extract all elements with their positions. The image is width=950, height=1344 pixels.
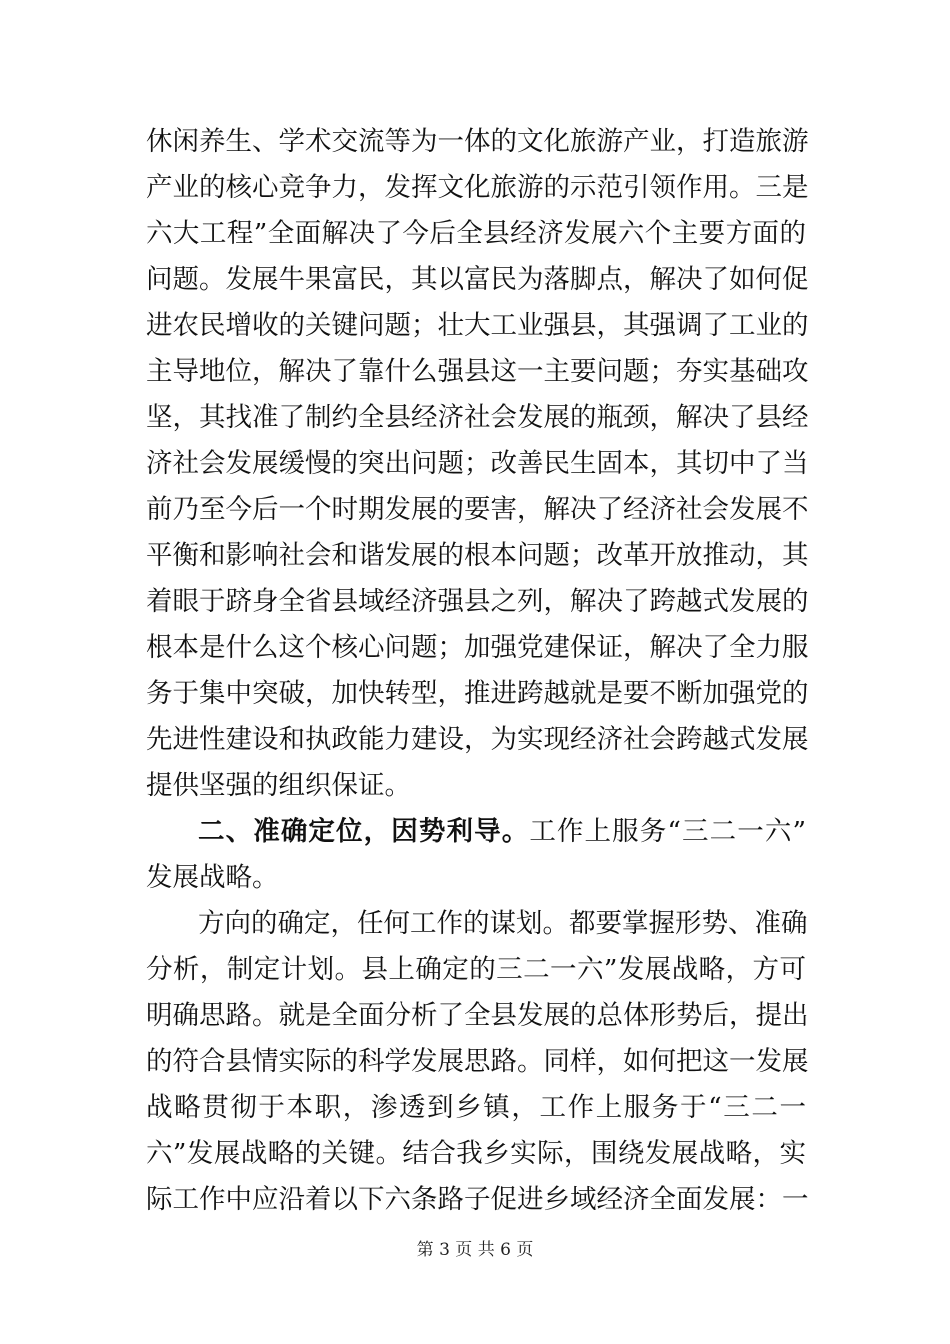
body-text-line: 休闲养生、学术交流等为一体的文化旅游产业，打造旅游 <box>146 126 809 157</box>
body-text-line: 分析，制定计划。县上确定的三二一六”发展战略，方可 <box>146 954 806 985</box>
body-text-line: 际工作中应沿着以下六条路子促进乡域经济全面发展：一 <box>146 1184 809 1215</box>
section-heading-bold: 二、准确定位，因势利导。 <box>198 816 530 847</box>
body-text-line: 根本是什么这个核心问题；加强党建保证，解决了全力服 <box>146 632 809 663</box>
body-text-line: 着眼于跻身全省县域经济强县之列，解决了跨越式发展的 <box>146 586 809 617</box>
body-text-line: 方向的确定，任何工作的谋划。都要掌握形势、准确 <box>198 908 808 939</box>
section-heading-rest: 工作上服务“三二一六” <box>529 816 806 847</box>
body-text-line: 提供坚强的组织保证。 <box>146 770 411 801</box>
body-text-line: 主导地位，解决了靠什么强县这一主要问题；夯实基础攻 <box>146 356 809 387</box>
body-text-line: 前乃至今后一个时期发展的要害，解决了经济社会发展不 <box>146 494 809 525</box>
body-text-line: 六”发展战略的关键。结合我乡实际，围绕发展战略，实 <box>146 1138 806 1169</box>
page-number-footer: 第 3 页 共 6 页 <box>416 1240 534 1260</box>
body-text-line: 产业的核心竞争力，发挥文化旅游的示范引领作用。三是 <box>146 172 809 203</box>
body-text-line: 的符合县情实际的科学发展思路。同样，如何把这一发展 <box>146 1046 809 1077</box>
body-text-line: 先进性建设和执政能力建设，为实现经济社会跨越式发展 <box>146 724 809 755</box>
body-text-line: 坚，其找准了制约全县经济社会发展的瓶颈，解决了县经 <box>146 402 809 433</box>
body-text-line: 战略贯彻于本职，渗透到乡镇，工作上服务于“三二一 <box>146 1092 806 1123</box>
section-heading <box>198 812 806 852</box>
body-text-line: 务于集中突破，加快转型，推进跨越就是要不断加强党的 <box>146 678 809 709</box>
body-text-line: 问题。发展牛果富民，其以富民为落脚点，解决了如何促 <box>146 264 809 295</box>
body-text-line: 进农民增收的关键问题；壮大工业强县，其强调了工业的 <box>146 310 809 341</box>
body-text-line: 六大工程”全面解决了今后全县经济发展六个主要方面的 <box>146 218 806 249</box>
section-heading-continuation: 发展战略。 <box>146 862 279 893</box>
body-text-line: 平衡和影响社会和谐发展的根本问题；改革开放推动，其 <box>146 540 809 571</box>
body-text-line: 明确思路。就是全面分析了全县发展的总体形势后，提出 <box>146 1000 809 1031</box>
body-text-line: 济社会发展缓慢的突出问题；改善民生固本，其切中了当 <box>146 448 809 479</box>
